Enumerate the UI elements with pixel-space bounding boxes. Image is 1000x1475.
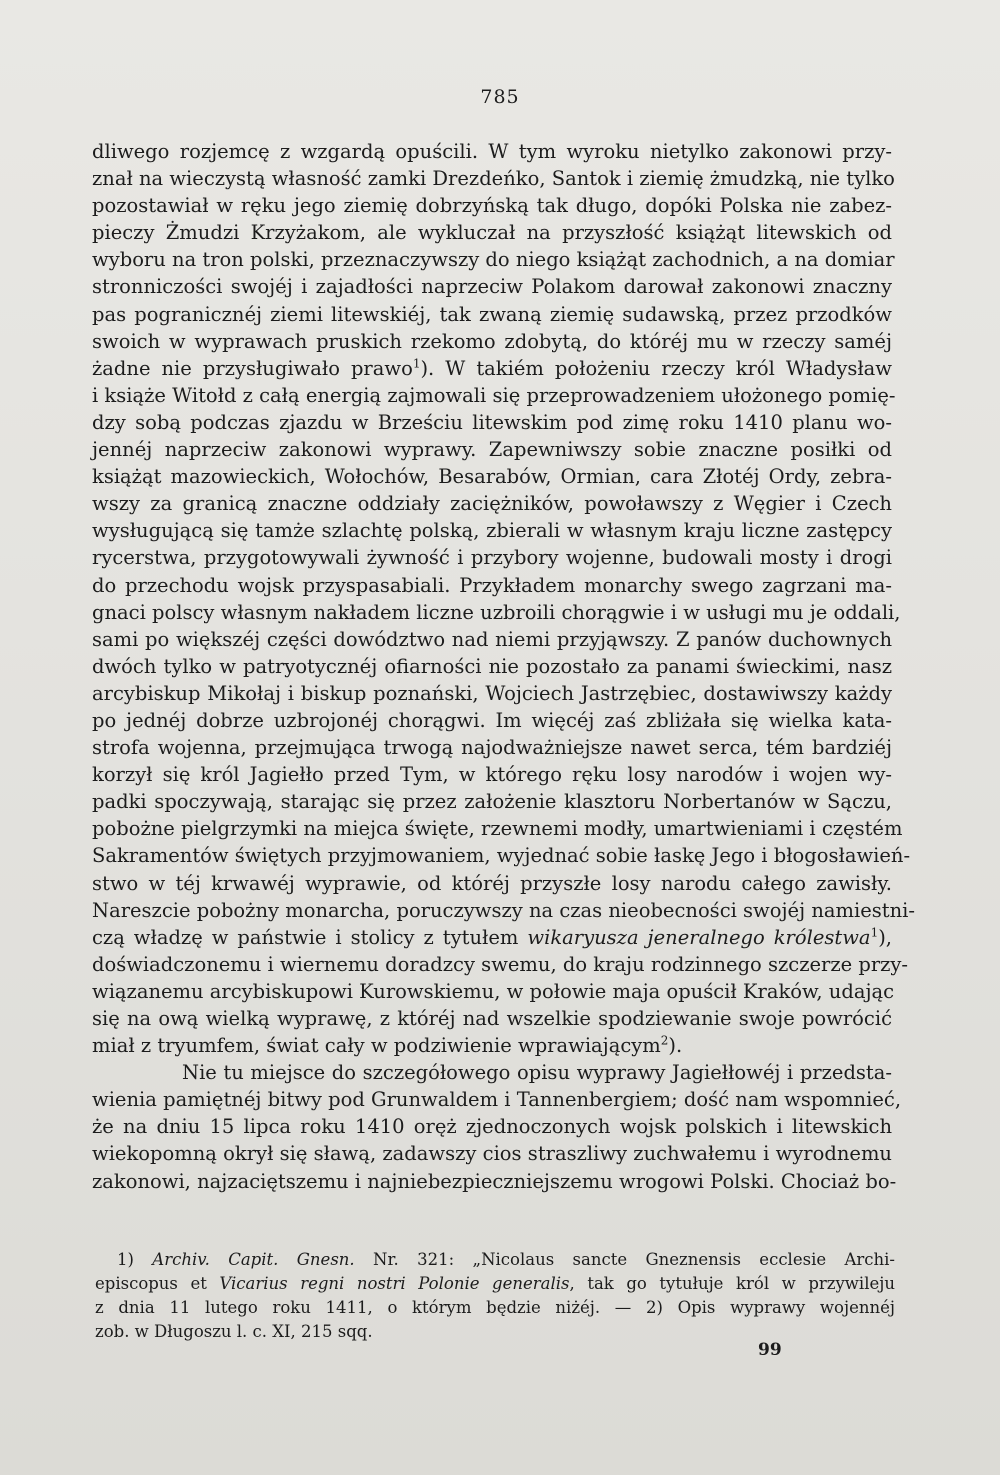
footnote-text: Opis wyprawy wojennéj [662, 1298, 895, 1317]
text-line: po jednéj dobrze uzbrojonéj chorągwi. Im więcéj zaś zbliżała się wielka kata- [92, 708, 892, 732]
printer-signature: 99 [758, 1340, 782, 1360]
text-line: wiązanemu arcybiskupowi Kurowskiemu, w połowie maja opuścił Kraków, udając [92, 979, 895, 1003]
text-line: pozostawiał w ręku jego ziemię dobrzyńską tak długo, dopóki Polska nie zabez- [92, 194, 892, 218]
body-text [92, 138, 915, 1195]
footnote-text: Nr. 321: „Nicolaus sancte Gneznensis ecclesie Archi- [354, 1250, 895, 1269]
footnote-line: zob. w Długoszu l. c. XI, 215 sqq. [95, 1322, 373, 1341]
footnote-source: Archiv. Capit. Gnesn. [152, 1250, 355, 1269]
footnote-marker: 1) [117, 1250, 134, 1269]
footnote-italic: Vicarius regni nostri Polonie generalis [219, 1274, 570, 1293]
text-line: książąt mazowieckich, Wołochów, Besarabów, Ormian, cara Złotéj Ordy, zebra- [92, 465, 892, 489]
text-line [92, 924, 892, 951]
footnote-line [95, 1296, 895, 1320]
text-line: Nareszcie pobożny monarcha, poruczywszy na czas nieobecności swojéj namiestni- [92, 898, 915, 922]
text-segment: ), [878, 925, 893, 949]
text-segment: ). W takiém położeniu rzeczy król Władysław [420, 356, 892, 380]
text-line: swoich w wyprawach pruskich rzekomo zdobytą, do któréj mu w rzeczy saméj [92, 329, 892, 353]
text-line: korzył się król Jagiełło przed Tym, w którego ręku losy narodów i wojen wy- [92, 763, 892, 787]
text-line: arcybiskup Mikołaj i biskup poznański, Wojciech Jastrzębiec, dostawiwszy każdy [92, 681, 892, 705]
text-line: rycerstwa, przygotowywali żywność i przybory wojenne, budowali mosty i drogi [92, 546, 892, 570]
footnote-marker: 2) [645, 1298, 663, 1317]
footnote-text: episcopus et [95, 1274, 220, 1293]
text-line: wysługującą się tamże szlachtę polską, zbierali w własnym kraju liczne zastępcy [92, 519, 892, 543]
text-line: Sakramentów świętych przyjmowaniem, wyjednać sobie łaskę Jego i błogosławień- [92, 844, 911, 868]
text-segment: czą władzę w państwie i stolicy z tytułem [92, 925, 519, 949]
page-number: 785 [480, 86, 520, 108]
text-line: pobożne pielgrzymki na miejca święte, rzewnemi modły, umartwieniami i częstém [92, 817, 903, 841]
text-line: dzy sobą podczas zjazdu w Brześciu litewskim pod zimę roku 1410 planu wo- [92, 410, 892, 434]
text-line: padki spoczywają, starając się przez założenie klasztoru Norbertanów w Sączu, [92, 790, 892, 814]
text-line: wyboru na tron polski, przeznaczywszy do niego książąt zachodnich, a na domiar [92, 248, 895, 272]
text-line: gnaci polscy własnym nakładem liczne uzbroili chorągwie i w usługi mu je oddali, [92, 600, 901, 624]
text-line: strofa wojenna, przejmująca trwogą najodważniejsze nawet serca, tém bardziéj [92, 736, 892, 760]
footnotes [95, 1248, 895, 1344]
text-line: jennéj naprzeciw zakonowi wyprawy. Zapewniwszy sobie znaczne posiłki od [92, 438, 892, 462]
text-line [92, 1032, 892, 1059]
footnote-line [95, 1272, 895, 1296]
footnote-reference: 1 [412, 356, 421, 371]
text-line: i książe Witołd z całą energią zajmowali się przeprowadzeniem ułożonego pomię- [92, 383, 896, 407]
text-segment: ). [668, 1034, 683, 1058]
footnote-text: , tak go tytułuje król w przywileju [569, 1274, 895, 1293]
text-line [92, 355, 892, 382]
italic-title: wikaryusza jeneralnego królestwa [527, 925, 871, 949]
text-line: wszy za granicą znaczne oddziały zaciężników, powoławszy z Węgier i Czech [92, 492, 892, 516]
text-line: że na dniu 15 lipca roku 1410 oręż zjednoczonych wojsk polskich i litewskich [92, 1115, 892, 1139]
text-line: dliwego rozjemcę z wzgardą opuścili. W tym wyroku nietylko zakonowi przy- [92, 140, 892, 163]
text-line: znał na wieczystą własność zamki Drezdeńko, Santok i ziemię żmudzką, nie tylko [92, 167, 895, 191]
text-line: pieczy Żmudzi Krzyżakom, ale wykluczał na przyszłość książąt litewskich od [92, 221, 892, 245]
text-line: stronniczości swojéj i zajadłości naprzeciw Polakom darował zakonowi znaczny [92, 275, 892, 299]
text-line: Nie tu miejsce do szczegółowego opisu wyprawy Jagiełłowéj i przedsta- [182, 1061, 892, 1085]
text-line: wienia pamiętnéj bitwy pod Grunwaldem i Tannenbergiem; dość nam wspomnieć, [92, 1088, 902, 1112]
text-segment: miał z tryumfem, świat cały w podziwienie wprawiającym [92, 1034, 661, 1058]
footnote-line [95, 1248, 895, 1272]
text-line: sami po większéj części dowództwo nad niemi przyjąwszy. Z panów duchownych [92, 627, 892, 651]
text-line: stwo w téj krwawéj wyprawie, od któréj przyszłe losy narodu całego zawisły. [92, 871, 892, 895]
text-line: się na ową wielką wyprawę, z któréj nad wszelkie spodziewanie swoje powrócić [92, 1007, 892, 1030]
text-line: dwóch tylko w patryotycznéj ofiarności nie pozostało za panami świeckimi, nasz [92, 654, 892, 678]
text-line: zakonowi, najzaciętszemu i najniebezpieczniejszemu wrogowi Polski. Chociaż bo- [92, 1169, 897, 1193]
footnote-reference: 2 [660, 1033, 669, 1048]
footnote-text: z dnia 11 lutego roku 1411, o którym będzie niżéj. — [95, 1298, 646, 1317]
text-line: wiekopomną okrył się sławą, zadawszy cios straszliwy zuchwałemu i wyrodnemu [92, 1142, 892, 1166]
text-segment: żadne nie przysługiwało prawo [92, 356, 413, 380]
text-line: pas pogranicznéj ziemi litewskiéj, tak zwaną ziemię sudawską, przez przodków [92, 302, 892, 326]
footnote-reference: 1 [870, 925, 879, 940]
text-line: doświadczonemu i wiernemu doradzcy swemu, do kraju rodzinnego szczerze przy- [92, 952, 909, 976]
text-line: do przechodu wojsk przyspasabiali. Przykładem monarchy swego zagrzani ma- [92, 573, 892, 597]
